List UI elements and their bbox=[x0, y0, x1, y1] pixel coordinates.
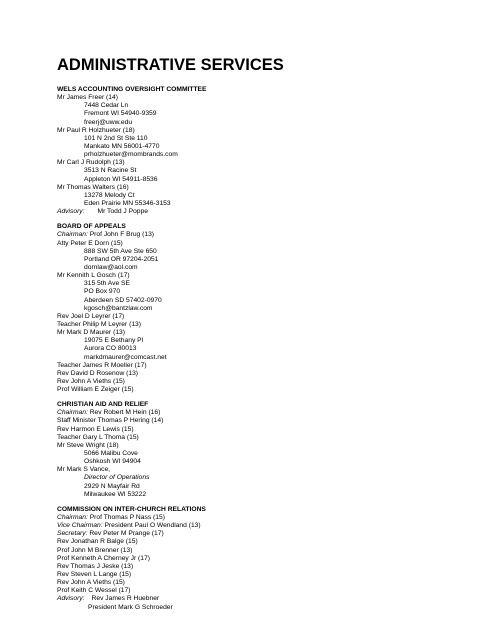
member-name: Mr Thomas Walters (16) bbox=[57, 183, 129, 191]
secretary-label: Secretary: bbox=[57, 530, 88, 538]
section-heading: BOARD OF APPEALS bbox=[57, 223, 126, 231]
chairman-name: Prof Thomas P Nass (15) bbox=[89, 514, 165, 522]
secretary-row bbox=[57, 530, 457, 538]
section-christian-aid bbox=[57, 401, 457, 499]
member-name: Rev Jonathan R Balge (15) bbox=[57, 538, 138, 546]
member-address: Appleton WI 54911-8536 bbox=[84, 175, 158, 183]
chairman-label: Chairman: bbox=[57, 409, 88, 417]
advisory-name: Rev James R Huebner bbox=[91, 595, 160, 603]
member-name: Rev Steven L Lange (15) bbox=[57, 571, 132, 579]
member-address: 315 5th Ave SE bbox=[84, 280, 130, 288]
vice-chairman-name: President Paul O Wendland (13) bbox=[104, 522, 201, 530]
chairman-label: Chairman: bbox=[57, 231, 88, 239]
member-name: Mr Kennith L Gosch (17) bbox=[57, 272, 130, 280]
member-address: 5066 Malibu Cove bbox=[84, 450, 138, 458]
member-name: Prof John M Brenner (13) bbox=[57, 546, 133, 554]
member-email: kgosch@bantzlaw.com bbox=[84, 304, 153, 312]
member-address: PO Box 970 bbox=[84, 288, 121, 296]
member-name: Rev David D Rosenow (13) bbox=[57, 369, 139, 377]
member-address: Milwaukee WI 53222 bbox=[84, 490, 147, 498]
member-address: Aberdeen SD 57402-0970 bbox=[84, 296, 162, 304]
member-address: Oshkosh WI 94904 bbox=[84, 458, 141, 466]
member-address: 3513 N Racine St bbox=[84, 167, 137, 175]
advisory-name: President Mark G Schroeder bbox=[88, 603, 173, 611]
member-name: Prof Kenneth A Cherney Jr (17) bbox=[57, 554, 150, 562]
member-address: Portland OR 97204-2051 bbox=[84, 255, 159, 263]
member-name: Teacher James R Moeller (17) bbox=[57, 361, 147, 369]
member-address: 888 SW 5th Ave Ste 650 bbox=[84, 247, 157, 255]
member-address: Mankato MN 56001-4770 bbox=[84, 142, 160, 150]
member-name: Teacher Gary L Thoma (15) bbox=[57, 433, 139, 441]
member-address: 19075 E Bethany Pl bbox=[84, 337, 144, 345]
advisory-row bbox=[57, 595, 457, 603]
member-name: Mr Mark S Vance, bbox=[57, 466, 111, 474]
advisory-row bbox=[57, 208, 457, 216]
member-name: Mr Steve Wright (18) bbox=[57, 441, 119, 449]
section-heading: WELS ACCOUNTING OVERSIGHT COMMITTEE bbox=[57, 86, 207, 93]
member-address: Aurora CO 80013 bbox=[84, 345, 137, 353]
chairman-row bbox=[57, 409, 457, 417]
member-email: dornlaw@aol.com bbox=[84, 263, 138, 271]
member-name: Mr James Freer (14) bbox=[57, 94, 118, 102]
member-address: 2929 N Mayfair Rd bbox=[84, 482, 140, 490]
member-address: Eden Prairie MN 55346-3153 bbox=[84, 199, 171, 207]
member-name: Prof Keith C Wessel (17) bbox=[57, 587, 131, 595]
vice-chairman-row bbox=[57, 522, 457, 530]
member-name: Mr Mark D Maurer (13) bbox=[57, 329, 125, 337]
member-name: Rev John A Vieths (15) bbox=[57, 579, 125, 587]
member-email: freerj@uww.edu bbox=[84, 118, 133, 126]
section-heading: CHRISTIAN AID AND RELIEF bbox=[57, 401, 149, 409]
member-name: Rev John A Vieths (15) bbox=[57, 377, 125, 385]
advisory-name: Mr Todd J Poppe bbox=[97, 208, 148, 216]
member-email: markdmaurer@comcast.net bbox=[84, 353, 167, 361]
section-wels-accounting bbox=[57, 86, 457, 216]
vice-chairman-label: Vice Chairman: bbox=[57, 522, 103, 530]
member-name: Atty Peter E Dorn (15) bbox=[57, 239, 123, 247]
section-heading: COMMISSION ON INTER-CHURCH RELATIONS bbox=[57, 505, 206, 513]
chairman-row bbox=[57, 514, 457, 522]
chairman-name: Prof John F Brug (13) bbox=[89, 231, 155, 239]
section-board-of-appeals bbox=[57, 223, 457, 394]
member-email: prholzhueter@mombrands.com bbox=[84, 151, 178, 159]
chairman-label: Chairman: bbox=[57, 514, 88, 522]
directory-body bbox=[57, 86, 457, 612]
member-name: Teacher Philip M Leyrer (13) bbox=[57, 320, 141, 328]
member-name: Rev Joel D Leyrer (17) bbox=[57, 312, 125, 320]
chairman-row bbox=[57, 231, 457, 239]
member-name: Rev Harmon E Lewis (15) bbox=[57, 425, 134, 433]
advisory-label: Advisory: bbox=[57, 595, 85, 603]
member-address: 7448 Cedar Ln bbox=[84, 102, 129, 110]
section-inter-church bbox=[57, 506, 457, 612]
advisory-name-continued bbox=[57, 604, 457, 612]
member-name: Prof William E Zeiger (15) bbox=[57, 386, 134, 394]
member-name: Mr Carl J Rudolph (13) bbox=[57, 159, 125, 167]
member-role: Director of Operations bbox=[84, 474, 150, 482]
secretary-name: Rev Peter M Prange (17) bbox=[89, 530, 164, 538]
member-name: Rev Thomas J Jeske (13) bbox=[57, 562, 134, 570]
member-address: Fremont WI 54940-9359 bbox=[84, 110, 157, 118]
member-address: 101 N 2nd St Ste 110 bbox=[84, 134, 148, 142]
advisory-label: Advisory: bbox=[57, 208, 85, 216]
member-name: Staff Minister Thomas P Hering (14) bbox=[57, 417, 164, 425]
member-address: 13278 Melody Ct bbox=[84, 191, 135, 199]
member-name: Mr Paul R Holzhueter (18) bbox=[57, 126, 135, 134]
chairman-name: Rev Robert M Hein (16) bbox=[89, 409, 161, 417]
page-title: ADMINISTRATIVE SERVICES bbox=[57, 56, 284, 74]
